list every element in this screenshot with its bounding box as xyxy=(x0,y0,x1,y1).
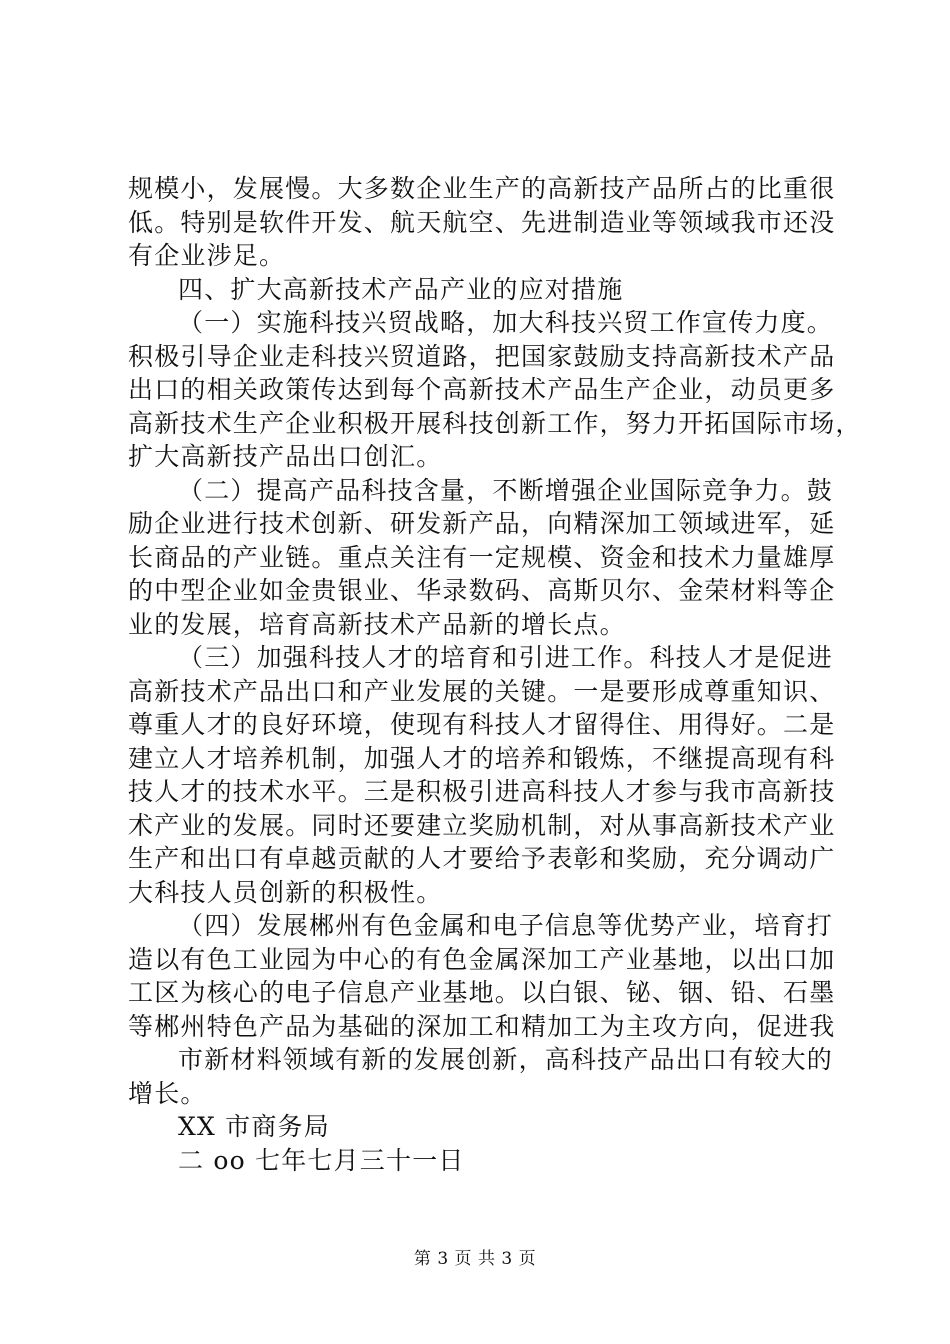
text-line: 高新技术生产企业积极开展科技创新工作，努力开拓国际市场， xyxy=(128,408,862,438)
text-line: 大科技人员创新的积极性。 xyxy=(128,877,443,907)
text-line: 市新材料领域有新的发展创新，高科技产品出口有较大的 xyxy=(178,1045,834,1074)
text-line: 的中型企业如金贵银业、华录数码、高斯贝尔、金荣材料等企 xyxy=(128,576,836,605)
text-line: 高新技术产品出口和产业发展的关键。一是要形成尊重知识、 xyxy=(128,676,836,706)
text-line: 增长。 xyxy=(128,1078,207,1108)
text-line: 建立人才培养机制，加强人才的培养和锻炼，不继提高现有科 xyxy=(128,743,836,773)
text-line: 有企业涉足。 xyxy=(128,241,286,270)
document-body xyxy=(128,172,862,1177)
text-line: 扩大高新技产品出口创汇。 xyxy=(128,442,443,471)
text-line: 造以有色工业园为中心的有色金属深加工产业基地，以出口加 xyxy=(128,944,836,974)
text-line: 励企业进行技术创新、研发新产品，向精深加工领域进军，延 xyxy=(128,509,836,538)
text-line: 工区为核心的电子信息产业基地。以白银、铋、铟、铅、石墨 xyxy=(128,978,836,1007)
text-line: 术产业的发展。同时还要建立奖励机制，对从事高新技术产业 xyxy=(128,810,836,840)
signature-date: 二 oo 七年七月三十一日 xyxy=(178,1145,465,1175)
text-line: 长商品的产业链。重点关注有一定规模、资金和技术力量雄厚 xyxy=(128,542,836,572)
text-line: （三）加强科技人才的培育和引进工作。科技人才是促进 xyxy=(178,643,834,672)
text-line: （一）实施科技兴贸战略，加大科技兴贸工作宣传力度。 xyxy=(178,308,834,337)
text-line: （二）提高产品科技含量，不断增强企业国际竞争力。鼓 xyxy=(178,475,834,505)
signature-organization: XX 市商务局 xyxy=(178,1112,330,1141)
text-line: 低。特别是软件开发、航天航空、先进制造业等领域我市还没 xyxy=(128,207,836,237)
text-line: 等郴州特色产品为基础的深加工和精加工为主攻方向，促进我 xyxy=(128,1011,836,1041)
text-line: 业的发展，培育高新技术产品新的增长点。 xyxy=(128,609,626,639)
text-line: 出口的相关政策传达到每个高新技术产品生产企业，动员更多 xyxy=(128,375,836,404)
text-line: 技人才的技术水平。三是积极引进高科技人才参与我市高新技 xyxy=(128,777,836,806)
text-line: 生产和出口有卓越贡献的人才要给予表彰和奖励，充分调动广 xyxy=(128,844,836,873)
text-line: （四）发展郴州有色金属和电子信息等优势产业，培育打 xyxy=(178,911,834,940)
page-footer: 第 3 页 共 3 页 xyxy=(413,1249,537,1269)
text-line: 规模小，发展慢。大多数企业生产的高新技产品所占的比重很 xyxy=(128,174,836,203)
text-line: 积极引导企业走科技兴贸道路，把国家鼓励支持高新技术产品 xyxy=(128,341,836,371)
text-line: 尊重人才的良好环境，使现有科技人才留得住、用得好。二是 xyxy=(128,710,836,739)
section-heading: 四、扩大高新技术产品产业的应对措施 xyxy=(178,274,624,304)
